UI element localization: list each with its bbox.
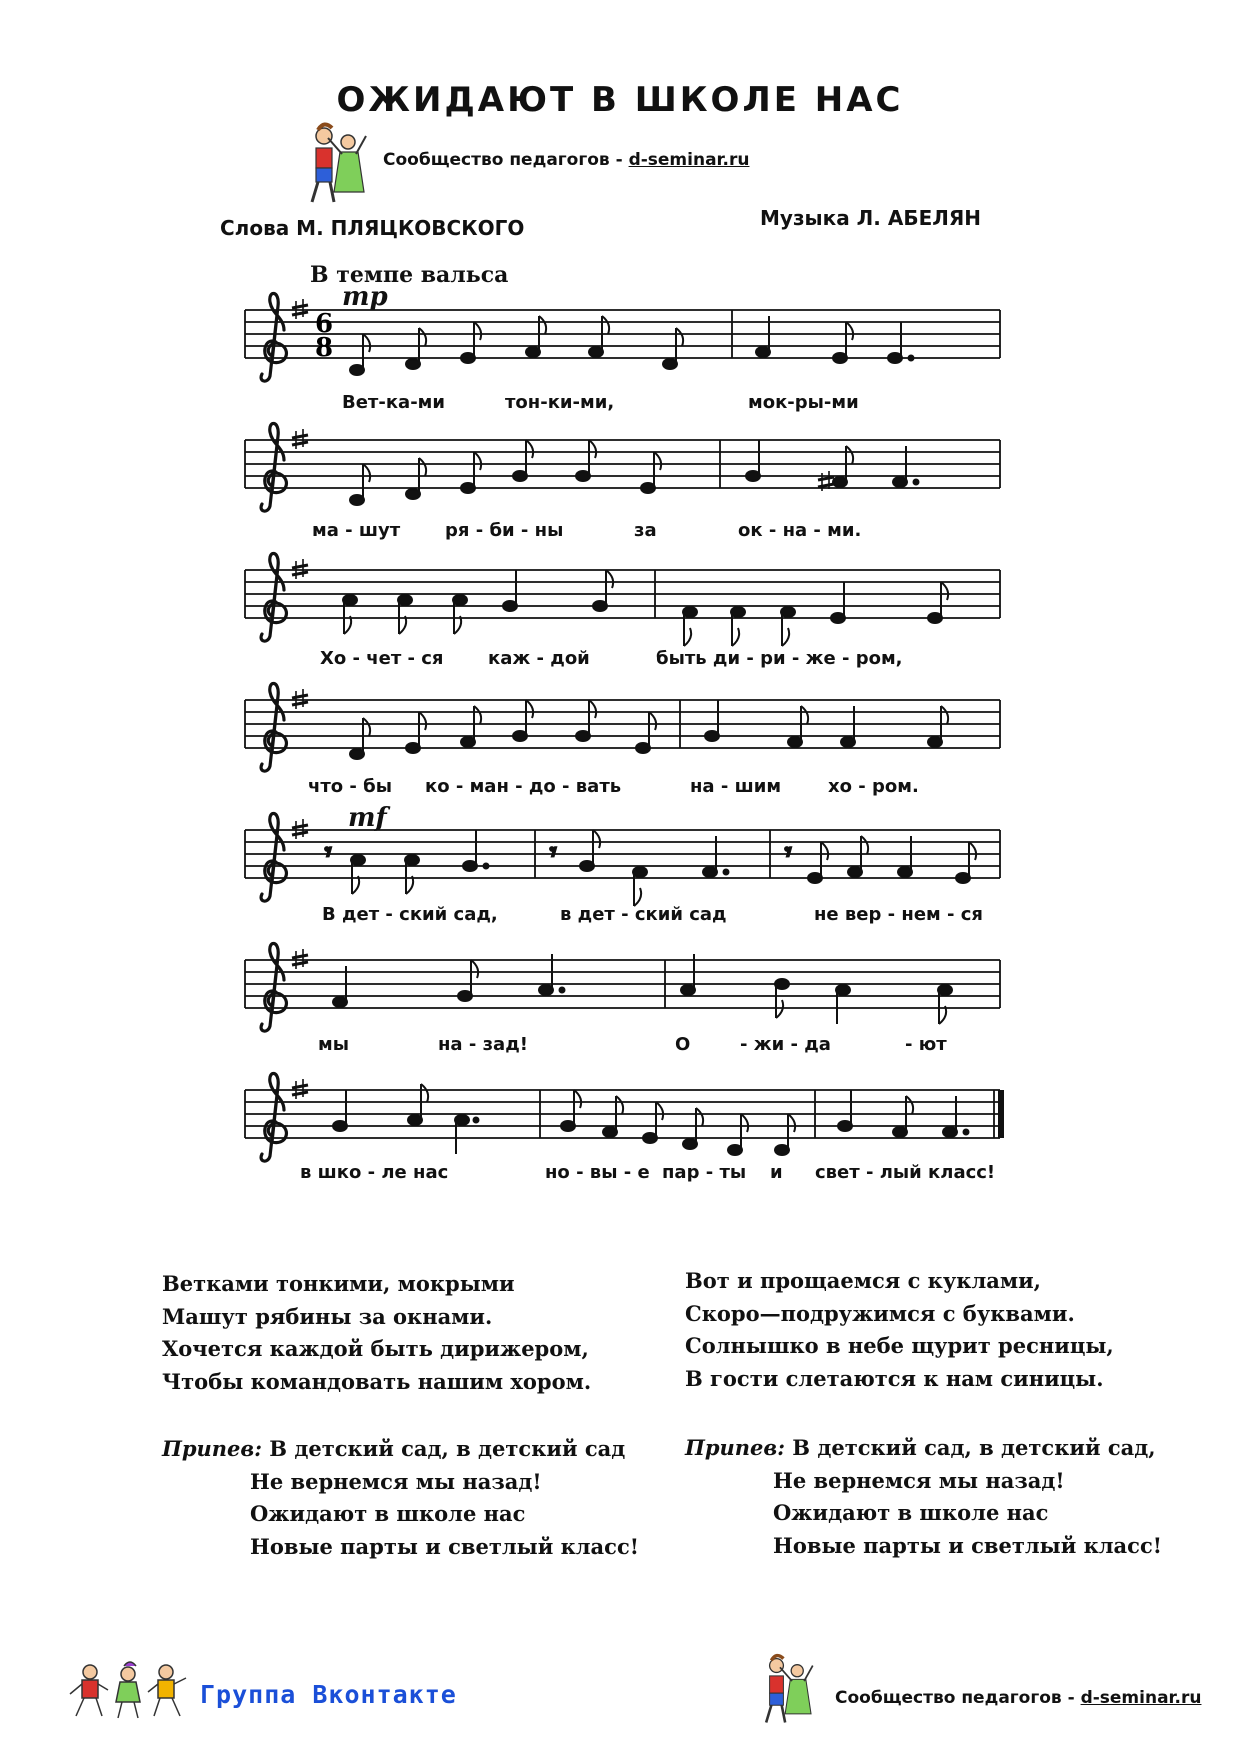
verse-2 [685,1265,1114,1395]
lyric-syllables: мы [318,1034,349,1055]
lyric-syllables: каж - дой [488,648,590,669]
chorus-line: Не вернемся мы назад! [250,1468,542,1494]
lyric-syllables: - ют [905,1034,947,1055]
lyric-syllables: не вер - нем - ся [814,904,983,925]
lyric-syllables: на - зад! [438,1034,528,1055]
lyric-syllables: тон-ки-ми, [505,392,615,413]
time-signature-top: 6 [315,309,334,339]
staff-system-3 [245,553,1000,646]
lyric-syllables: пар - ты [662,1162,747,1183]
lyric-syllables: за [634,520,657,541]
staff-system-4 [245,683,1000,771]
staff-system-6 [245,943,1000,1031]
chorus-line: Новые парты и светлый класс! [773,1532,1162,1558]
vk-group-link[interactable]: Группа Вконтакте [200,1680,457,1709]
chorus-line: В детский сад, в детский сад, [792,1435,1156,1460]
lyric-syllables: Хо - чет - ся [320,648,444,669]
lyric-syllables: Вет-ка-ми [342,392,445,413]
lyric-syllables: на - шим [690,776,782,797]
chorus-line: Ожидают в школе нас [773,1500,1049,1525]
community-link[interactable]: d-seminar.ru [628,150,750,170]
kids-jumping-icon [755,1650,817,1732]
community-label: Сообщество педагогов - [835,1688,1081,1708]
lyric-line-6 [0,1034,1240,1058]
dynamic-mf: mf [348,803,387,833]
lyric-syllables: - жи - да [740,1034,831,1055]
lyric-syllables: в шко - ле нас [300,1162,449,1183]
verse-line: Скоро—подружимся с буквами. [685,1300,1075,1326]
music-credit: Музыка Л. АБЕЛЯН [760,206,981,230]
community-link[interactable]: d-seminar.ru [1080,1688,1202,1708]
verse-line: Ветками тонкими, мокрыми [162,1271,515,1296]
svg-text:𝄾: 𝄾 [325,837,332,866]
lyric-syllables: быть ди - ри - же - ром, [656,648,903,669]
lyric-syllables: свет - лый класс! [815,1162,996,1183]
chorus-label: Припев: [162,1436,262,1461]
staff-system-7 [245,1073,1004,1161]
verse-line: Машут рябины за окнами. [162,1303,493,1329]
svg-text:𝄾: 𝄾 [550,837,557,866]
three-kids-icon [68,1660,188,1722]
song-title: ОЖИДАЮТ В ШКОЛЕ НАС [336,80,904,120]
chorus-1 [162,1433,639,1563]
words-credit: Слова М. ПЛЯЦКОВСКОГО [220,216,525,240]
verse-line: Вот и прощаемся с куклами, [685,1268,1041,1293]
tempo-marking: В темпе вальса [310,262,509,288]
lyric-line-2 [0,520,1240,544]
svg-text:𝄾: 𝄾 [785,837,792,866]
lyric-syllables: но - вы - е [545,1162,650,1183]
chorus-line: Ожидают в школе нас [250,1501,526,1526]
lyric-syllables: ря - би - ны [445,520,564,541]
footer-community-banner [835,1688,1201,1708]
verse-1 [162,1268,591,1398]
lyric-syllables: хо - ром. [828,776,919,797]
lyric-syllables: в дет - ский сад [560,904,727,925]
lyric-syllables: В дет - ский сад, [322,904,498,925]
community-label: Сообщество педагогов - [383,150,629,170]
lyric-syllables: мок-ры-ми [748,392,859,413]
lyric-syllables: О [675,1034,691,1055]
verse-line: Хочется каждой быть дирижером, [162,1336,589,1361]
lyric-line-5 [0,904,1240,928]
time-signature-bottom: 8 [315,333,334,363]
lyric-syllables: ко - ман - до - вать [425,776,622,797]
lyric-line-1 [0,392,1240,416]
lyric-line-3 [0,648,1240,672]
lyric-line-7 [0,1162,1240,1186]
lyric-syllables: ок - на - ми. [738,520,862,541]
verse-line: В гости слетаются к нам синицы. [685,1365,1104,1391]
staff-system-2 [245,423,1000,511]
chorus-label: Припев: [685,1435,785,1460]
verse-line: Чтобы командовать нашим хором. [162,1368,592,1394]
verse-line: Солнышко в небе щурит ресницы, [685,1333,1114,1358]
dynamic-mp: mp [342,282,388,312]
lyric-syllables: и [770,1162,783,1183]
lyric-syllables: ма - шут [312,520,401,541]
lyric-syllables: что - бы [308,776,393,797]
chorus-line: Не вернемся мы назад! [773,1467,1065,1493]
lyric-line-4 [0,776,1240,800]
chorus-line: Новые парты и светлый класс! [250,1533,639,1559]
chorus-line: В детский сад, в детский сад [269,1436,626,1461]
chorus-2 [685,1432,1162,1562]
